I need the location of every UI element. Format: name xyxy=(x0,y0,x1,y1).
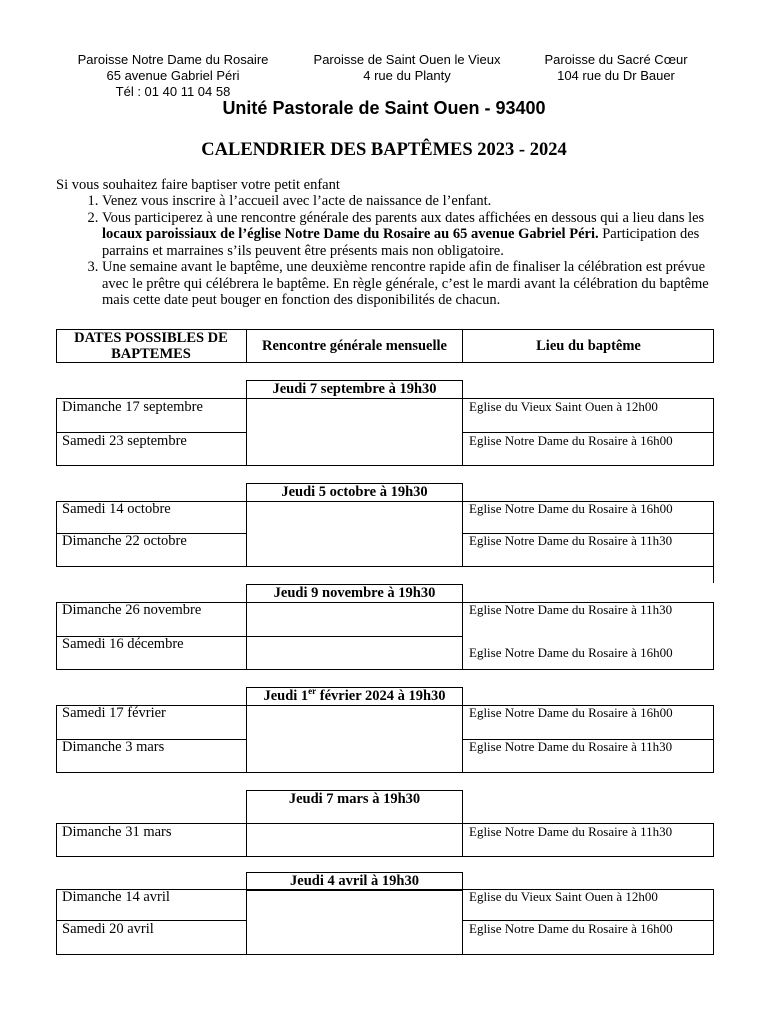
meeting-date: Jeudi 4 avril à 19h30 xyxy=(290,873,419,889)
meeting-date-part: Jeudi 1 xyxy=(263,688,309,704)
baptism-place: Eglise du Vieux Saint Ouen à 12h00 xyxy=(469,399,658,414)
column-divider xyxy=(462,602,463,670)
baptism-place: Eglise Notre Dame du Rosaire à 11h30 xyxy=(469,824,673,839)
parish-sacre-coeur xyxy=(514,52,718,84)
parish-name: Paroisse Notre Dame du Rosaire xyxy=(77,52,269,67)
parish-address: 4 rue du Planty xyxy=(363,68,451,83)
step-bold-location: locaux paroissiaux de l’église Notre Dame du Rosaire au 65 avenue Gabriel Péri. xyxy=(102,226,599,242)
baptism-place: Eglise Notre Dame du Rosaire à 11h30 xyxy=(469,602,673,617)
baptism-place: Eglise Notre Dame du Rosaire à 11h30 xyxy=(469,739,673,754)
column-divider xyxy=(246,823,247,857)
instruction-step-3 xyxy=(102,259,716,309)
baptism-date: Samedi 14 octobre xyxy=(62,501,171,517)
baptism-date: Samedi 20 avril xyxy=(62,921,154,937)
meeting-date: Jeudi 5 octobre à 19h30 xyxy=(281,484,428,500)
baptism-date: Dimanche 17 septembre xyxy=(62,399,203,415)
stray-border-fragment xyxy=(713,566,714,583)
baptism-date: Dimanche 14 avril xyxy=(62,889,170,905)
parish-saint-ouen-le-vieux xyxy=(292,52,522,84)
baptism-date: Dimanche 22 octobre xyxy=(62,533,187,549)
baptism-place: Eglise Notre Dame du Rosaire à 11h30 xyxy=(469,533,673,548)
baptism-place: Eglise Notre Dame du Rosaire à 16h00 xyxy=(469,433,673,448)
unit-title: Unité Pastorale de Saint Ouen - 93400 xyxy=(222,98,546,118)
baptism-place: Eglise Notre Dame du Rosaire à 16h00 xyxy=(469,921,673,936)
step-text: Venez vous inscrire à l’accueil avec l’acte de naissance de l’enfant. xyxy=(102,193,492,209)
instruction-step-2 xyxy=(102,210,716,260)
instruction-step-1 xyxy=(102,193,716,210)
header-place: Lieu du baptême xyxy=(536,338,641,354)
column-divider xyxy=(462,889,463,955)
step-text: Une semaine avant le baptême, une deuxième rencontre rapide afin de finaliser la célébration est prévue avec le prêtre qui célébrera le baptême. En règle générale, c’est le mardi avant la célébration du baptême mais cette date peut bouger en fonction des disponibilités de chacun. xyxy=(102,259,709,308)
column-divider xyxy=(246,501,247,567)
header-dates: DATES POSSIBLES DE BAPTEMES xyxy=(74,330,228,362)
meeting-date: Jeudi 9 novembre à 19h30 xyxy=(273,585,436,601)
parish-name: Paroisse du Sacré Cœur xyxy=(544,52,688,67)
column-divider xyxy=(246,398,247,466)
meeting-date xyxy=(246,688,463,704)
parish-phone: Tél : 01 40 11 04 58 xyxy=(115,84,231,99)
column-divider xyxy=(462,501,463,567)
intro-text: Si vous souhaitez faire baptiser votre petit enfant xyxy=(56,177,340,193)
step-text-after: Participation des parrains et marraines s’ils peuvent être présents mais non obligatoire. xyxy=(102,226,700,259)
baptism-place: Eglise Notre Dame du Rosaire à 16h00 xyxy=(469,501,673,516)
parish-address: 104 rue du Dr Bauer xyxy=(557,68,675,83)
parish-notre-dame xyxy=(58,52,288,100)
baptism-date: Samedi 23 septembre xyxy=(62,433,187,449)
meeting-date-part: février 2024 à 19h30 xyxy=(316,688,446,704)
baptism-date: Samedi 17 février xyxy=(62,705,166,721)
meeting-date: Jeudi 7 septembre à 19h30 xyxy=(272,381,437,397)
baptism-date: Samedi 16 décembre xyxy=(62,636,184,652)
header-meeting: Rencontre générale mensuelle xyxy=(262,338,447,354)
baptism-date: Dimanche 3 mars xyxy=(62,739,165,755)
meeting-date: Jeudi 7 mars à 19h30 xyxy=(288,791,421,807)
baptism-place: Eglise Notre Dame du Rosaire à 16h00 xyxy=(469,705,673,720)
calendar-title: CALENDRIER DES BAPTÊMES 2023 - 2024 xyxy=(201,140,567,160)
instructions-list xyxy=(56,193,716,309)
parish-address: 65 avenue Gabriel Péri xyxy=(106,68,240,83)
column-divider xyxy=(462,823,463,857)
baptism-place: Eglise Notre Dame du Rosaire à 16h00 xyxy=(469,645,673,660)
baptism-date: Dimanche 26 novembre xyxy=(62,602,202,618)
column-divider xyxy=(246,705,247,773)
step-text: Vous participerez à une rencontre générale des parents aux dates affichées en dessous qui a lieu dans les xyxy=(102,209,705,226)
row-divider xyxy=(246,636,462,637)
baptism-place: Eglise du Vieux Saint Ouen à 12h00 xyxy=(469,889,658,904)
parish-name: Paroisse de Saint Ouen le Vieux xyxy=(313,52,501,67)
column-divider xyxy=(246,889,247,955)
meeting-date-sup: er xyxy=(308,686,317,697)
baptism-date: Dimanche 31 mars xyxy=(62,824,172,840)
